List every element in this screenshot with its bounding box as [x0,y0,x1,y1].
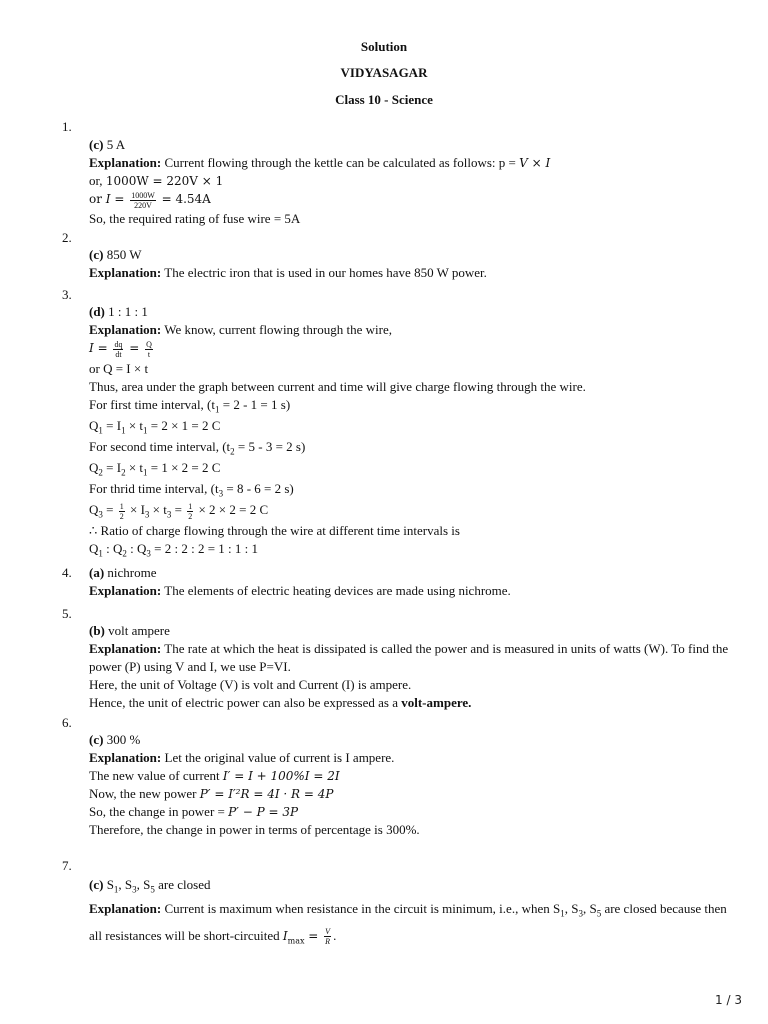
text: Here, the unit of Voltage (V) is volt and Current (I) is ampere. [89,677,412,692]
answer-text: 850 W [106,247,142,262]
text: , S [118,877,133,892]
math-operator: = [125,341,144,355]
text: = I [102,460,122,475]
subscript: 2 [98,467,103,478]
denominator: t [147,349,151,359]
answer-block-4 [89,564,729,600]
text: Q [89,502,99,517]
explanation-text: The electric iron that is used in our homes have 850 W power. [164,265,487,280]
text: S [106,877,114,892]
math-expression: 1000W = 220V × 1 [105,174,224,188]
text: : Q [126,541,147,556]
text: For first time interval, (t [89,397,216,412]
subscript: 3 [578,908,583,919]
text: The new value of current [89,768,223,783]
bold-term: volt-ampere. [401,695,472,710]
math-expression: I′ = I + 100%I = 2I [222,769,340,783]
subscript: 1 [215,404,220,415]
page-number: 1 / 3 [715,993,742,1007]
ratio-text: ∴ Ratio of charge flowing through the wire at different time intervals is [89,523,460,538]
option-label: (b) [89,623,105,638]
subscript: 1 [98,548,103,559]
denominator: R [325,937,331,947]
option-label: (c) [89,137,104,152]
answer-block-5 [89,622,729,712]
fraction [187,502,193,521]
subscript: 1 [113,884,119,895]
explanation-label: Explanation: [89,265,162,280]
math-operator: = [110,192,129,206]
text: . [333,927,337,943]
question-number-7: 7. [62,858,72,873]
page-title: Solution [360,39,408,54]
text: × t [125,460,144,475]
text: = 1 × 2 = 2 C [147,460,221,475]
text: : Q [102,541,123,556]
math-symbol: I [282,928,288,943]
question-number-4: 4. [62,565,72,580]
math-expression: P′ = I′²R = 4I · R = 4P [199,787,334,801]
answer-text: 5 A [106,137,126,152]
text: , S [582,901,597,916]
denominator: 2 [188,511,193,521]
text: Therefore, the change in power in terms of percentage is 300%. [89,822,420,837]
denominator: dt [115,349,122,359]
answer-block-3 [89,303,729,558]
subscript: 3 [146,548,151,559]
fraction [145,340,153,359]
fraction [130,191,156,210]
option-label: (c) [89,247,104,262]
answer-text: 300 % [106,732,141,747]
text: = [171,502,186,517]
option-label: (d) [89,304,105,319]
text: Current is maximum when resistance in the circuit is minimum, i.e., when S [164,901,561,916]
subscript: 1 [560,908,565,919]
denominator: 220V [134,200,152,210]
explanation-text: Let the original value of current is I ampere. [164,750,395,765]
text: = [102,502,117,517]
explanation-text: We know, current flowing through the wire, [164,322,392,337]
subscript: 3 [98,509,103,520]
answer-block-1 [89,136,729,228]
question-number-5: 5. [62,606,72,621]
option-label: (c) [89,877,104,892]
question-number-6: 6. [62,715,72,730]
option-label: (a) [89,565,105,580]
explanation-text: Current flowing through the kettle can be calculated as follows: p = [164,155,520,170]
explanation-text: The elements of electric heating devices are made using nichrome. [164,583,511,598]
text: × t [125,418,144,433]
math-expression: V × I [519,156,551,170]
answer-block-2 [89,246,729,282]
math-expression: P′ − P = 3P [228,805,299,819]
numerator: dq [114,339,123,349]
answer-block-6 [89,731,729,839]
subscript: 3 [132,884,137,895]
text: or [89,192,106,206]
fraction [119,502,125,521]
math-operator: = [304,928,323,943]
text: = I [102,418,122,433]
explanation-label: Explanation: [89,155,162,170]
subscript: 1 [143,425,148,436]
subscript: 2 [230,446,235,457]
answer-text: 1 : 1 : 1 [108,304,148,319]
text: are closed [154,877,211,892]
answer-text: volt ampere [108,623,170,638]
explanation-label: Explanation: [89,750,162,765]
subscript: 3 [218,488,224,499]
explanation-label: Explanation: [89,901,162,916]
option-label: (c) [89,732,104,747]
text: Hence, the unit of electric power can also be expressed as a [89,695,402,710]
fraction [324,927,331,946]
text: Q [89,418,99,433]
subscript: 5 [596,908,602,919]
text: For second time interval, (t [89,439,231,454]
answer-block-7 [89,876,729,951]
subscript: 1 [98,425,103,436]
question-number-1: 1. [62,119,72,134]
subscript: 2 [121,467,126,478]
text: × t [149,502,167,517]
text: = 8 - 6 = 2 s) [223,481,294,496]
text: = 2 - 1 = 1 s) [219,397,291,412]
class-subject: Class 10 - Science [335,92,433,107]
numerator: Q [146,339,152,349]
text: So, the change in power = [89,804,229,819]
fraction [113,340,123,359]
answer-text: nichrome [107,565,157,580]
explanation-label: Explanation: [89,641,162,656]
text: Q [89,541,99,556]
numerator: 1 [119,501,124,511]
denominator: 2 [119,511,124,521]
subscript: 1 [121,425,126,436]
subscript: 3 [144,509,150,520]
subscript: 3 [166,509,172,520]
text: Thus, area under the graph between current and time will give charge flowing through the wire. [89,379,586,394]
school-name: VIDYASAGAR [340,65,428,80]
text: , S [136,877,151,892]
text: or, [89,173,106,188]
subscript: 1 [143,467,148,478]
numerator: 1000W [131,190,155,200]
numerator: 1 [188,501,193,511]
question-number-3: 3. [62,287,72,302]
subscript: 5 [150,884,155,895]
text: Q [89,460,99,475]
text: Now, the new power [89,786,200,801]
text: = 5 - 3 = 2 s) [234,439,306,454]
formula-text: or Q = I × t [89,361,149,376]
text: = 2 × 1 = 2 C [147,418,221,433]
math-symbol: I [105,192,111,206]
text: For thrid time interval, (t [89,481,219,496]
math-operator: = [93,341,112,355]
text: , S [564,901,579,916]
conclusion-text: So, the required rating of fuse wire = 5A [89,211,301,226]
text: × I [126,502,145,517]
explanation-label: Explanation: [89,583,162,598]
subscript: max [287,936,305,946]
question-number-2: 2. [62,230,72,245]
numerator: V [325,927,331,937]
math-result: = 4.54A [157,192,211,206]
text: are closed because then all resistances will be short-circuited [89,901,727,943]
subscript: 2 [122,548,127,559]
text: = 2 : 2 : 2 = 1 : 1 : 1 [150,541,259,556]
explanation-text: The rate at which the heat is dissipated is called the power and is measured in units of watts (W). To find the power (P) using V and I, we use P=VI. [89,641,729,674]
text: × 2 × 2 = 2 C [195,502,269,517]
math-symbol: I [89,341,94,355]
explanation-label: Explanation: [89,322,162,337]
